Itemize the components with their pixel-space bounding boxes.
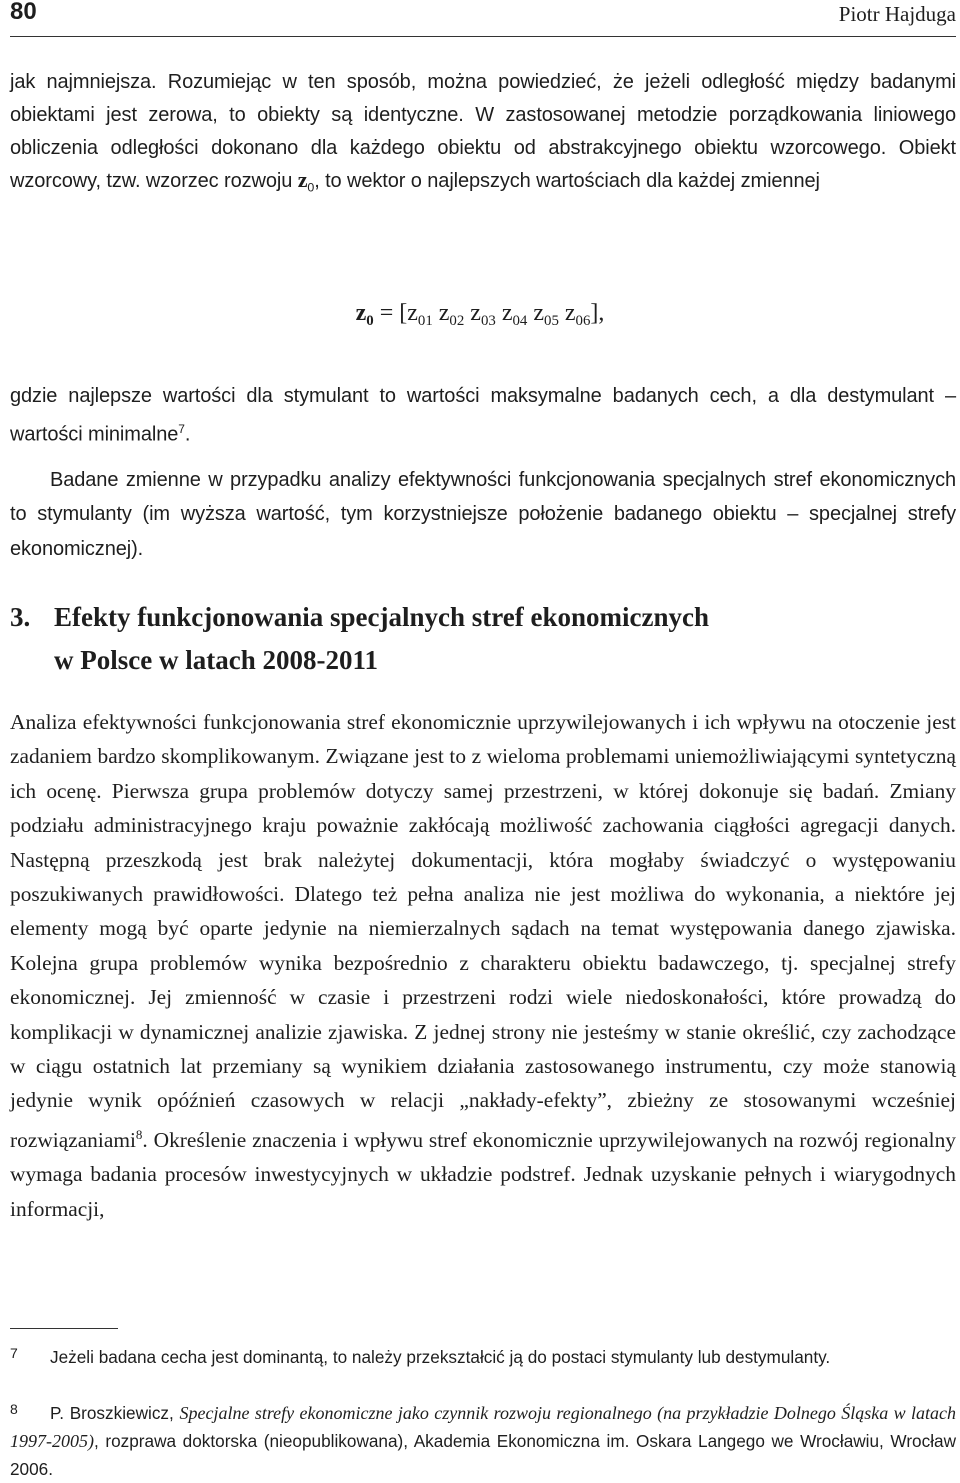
- formula-lhs: z: [355, 300, 367, 326]
- footnote-7: [10, 1339, 956, 1371]
- formula-component: $z_{01}$: [407, 300, 433, 330]
- footnote-7-text: Jeżeli badana cecha jest dominantą, to należy przekształcić ją do postaci stymulanty lub destymulanty.: [50, 1346, 831, 1367]
- formula-component: $z_{06}$: [564, 300, 591, 330]
- paragraph-2: gdzie najlepsze wartości dla stymulant to wartości maksymalne badanych cech, a dla destymulant – wartości minimalne$^7$.: [10, 385, 956, 446]
- formula-component: $z_{03}$: [470, 300, 496, 330]
- formula-component: $z_{02}$: [438, 300, 465, 330]
- footnote-ref-8[interactable]: 8: [135, 1126, 143, 1142]
- section-title-line-2: w Polsce w latach 2008-2011: [54, 645, 378, 675]
- footnote-ref-7[interactable]: 7: [178, 421, 185, 436]
- paragraph-1: [10, 66, 956, 205]
- header-rule: [10, 36, 956, 37]
- section-title-line-1: Efekty funkcjonowania specjalnych stref ekonomicznych: [54, 602, 710, 632]
- paragraph-4-tail: . Określenie znaczenia i wpływu stref ekonomicznie uprzywilejowanych na rozwój regionalny wymaga badania procesów inwestycyjnych w układzie podstref. Jednak uzyskanie pełnych i wiarygodnych informacji,: [10, 1128, 956, 1221]
- paragraph-1-text: jak najmniejsza. Rozumiejąc w ten sposób, można powiedzieć, że jeżeli odległość między badanymi obiektami jest zerowa, to obiekty są identyczne. W zastosowanej metodzie porządkowania liniowego obliczenia odległości dokonano dla każdego obiektu od abstrakcyjnego obiektu wzorcowego. Obiekt wzorcowy, tzw. wzorzec rozwoju: [10, 71, 956, 193]
- page-number: 80: [10, 0, 37, 25]
- running-header-author: Piotr Hajduga: [838, 2, 956, 26]
- paragraph-3: Badane zmienne w przypadku analizy efektywności funkcjonowania specjalnych stref ekonomicznych to stymulanty (im wyższa wartość, tym korzystniejsze położenie badanego obiektu – specjalnej strefy ekonomicznej).: [10, 469, 956, 560]
- paragraph-1-tail: , to wektor o najlepszych wartościach dla każdej zmiennej: [314, 170, 820, 193]
- footnote-8: [10, 1395, 956, 1483]
- footnote-8-author: P. Broszkiewicz,: [50, 1402, 180, 1423]
- footnote-8-number: 8: [10, 1401, 18, 1417]
- z0-subscript: 0: [307, 180, 315, 195]
- paragraph-4-text: Analiza efektywności funkcjonowania stref ekonomicznie uprzywilejowanych i ich wpływu na otoczenie jest zadaniem bardzo skomplikowanym. Związane jest to z wieloma problemami uniemożliwiającymi syntetyczną ich ocenę. Pierwsza grupa problemów dotyczy samej przestrzeni, w której dokonuje się badań. Zmiany podziału administracyjnego kraju poważnie zakłócają możliwość zachowania ciągłości agregacji danych. Następną przeszkodą jest brak należytej dokumentacji, która mogłaby świadczyć o występowaniu poszukiwanych prawidłowości. Dlatego też pełna analiza nie jest możliwa do wykonania, a niektóre jej elementy mogą być oparte jedynie na niemierzalnych sądach na temat występowania danego zjawiska. Kolejna grupa problemów wynika bezpośrednio z charakteru obiektu badawczego, tj. specjalnej strefy ekonomicznej. Jej zmienność w czasie i przestrzeni rodzi wiele niedoskonałości, które prowadzą do komplikacji w dynamicznej analizie zjawiska. Z jednej strony nie jesteśmy w stanie określić, czy zachodzące w ciągu ostatnich lat przemiany są wynikiem działania zastosowanego instrumentu, czy może stanowią jedynie wynik opóźnień czasowych w relacji „nakłady-efekty”, zbieżny ze stosowanymi wcześniej rozwiązaniami: [10, 710, 956, 1152]
- formula-component: $z_{05}$: [533, 300, 559, 330]
- formula-z0: [0, 300, 960, 330]
- z0-symbol: z: [297, 167, 308, 193]
- formula-equals: = [: [373, 300, 408, 326]
- section-number: 3.: [10, 602, 31, 632]
- footnote-8-rest: , rozprawa doktorska (nieopublikowana), Akademia Ekonomiczna im. Oskara Langego we Wrocławiu, Wrocław 2006.: [10, 1430, 956, 1479]
- formula-close: ],: [590, 300, 605, 326]
- formula-lhs-subscript: 0: [366, 313, 374, 330]
- formula-component: $z_{04}$: [501, 300, 528, 330]
- footnote-7-number: 7: [10, 1345, 18, 1361]
- running-header: [10, 0, 956, 34]
- footnote-8-title: Specjalne strefy ekonomiczne jako czynnik rozwoju regionalnego (na przykładzie Dolnego Śląska w latach 1997-2005): [10, 1402, 957, 1451]
- footnote-separator: [10, 1328, 118, 1329]
- section-heading: [10, 596, 950, 682]
- paragraph-4: [10, 705, 956, 1226]
- paragraph-2-text: gdzie najlepsze wartości dla stymulant to wartości maksymalne badanych cech, a dla destymulant – wartości minimalne: [10, 385, 956, 446]
